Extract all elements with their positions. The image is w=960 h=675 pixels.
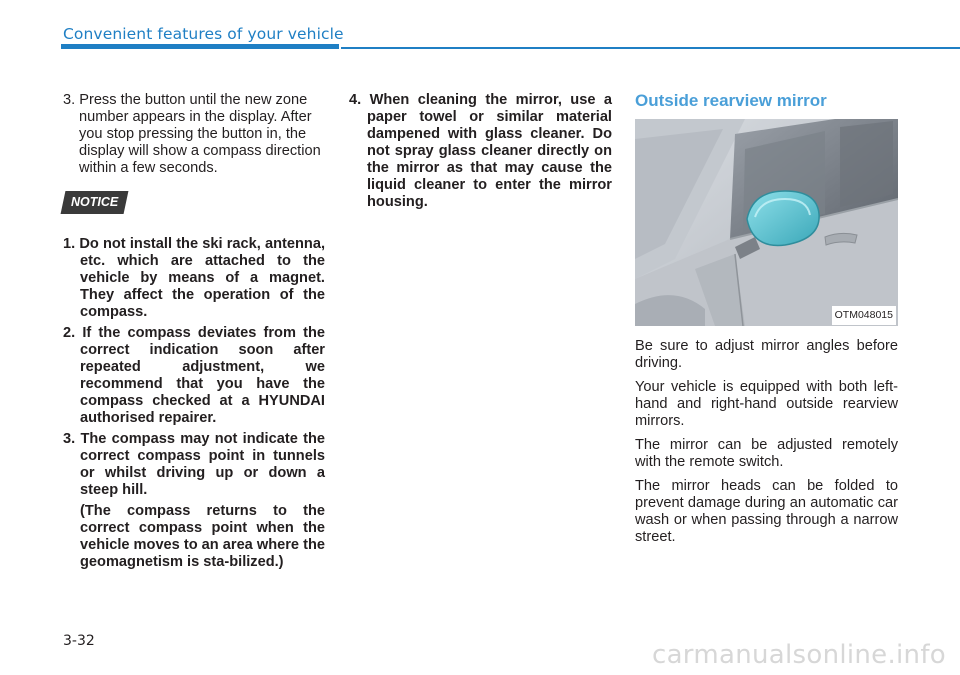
notice-item-3: 3. The compass may not indicate the correct compass point in tunnels or whilst driving up or down a steep hill.	[63, 431, 325, 498]
notice-sub-note: (The compass returns to the correct compass point when the vehicle moves to an area where the geomagnetism is sta-bilized.)	[80, 503, 325, 570]
header-title: Convenient features of your vehicle	[63, 25, 344, 43]
figure-label: OTM048015	[832, 306, 896, 325]
paragraph-4: The mirror heads can be folded to prevent damage during an automatic car wash or when passing through a narrow street.	[635, 478, 898, 545]
mirror-figure	[635, 119, 898, 326]
mirror-illustration	[635, 119, 898, 326]
right-column	[635, 92, 898, 546]
notice-item-4: 4. When cleaning the mirror, use a paper towel or similar material dampened with glass cleaner. Do not spray glass cleaner directly on the mirror as that may cause the liquid cleaner to enter the mirror housing.	[349, 92, 612, 210]
paragraph-1: Be sure to adjust mirror angles before driving.	[635, 338, 898, 371]
notice-item-2: 2. If the compass deviates from the correct indication soon after repeated adjustment, we recommend that you have the compass checked at a HYUNDAI authorised repairer.	[63, 325, 325, 426]
left-column	[63, 92, 325, 571]
step-3-text: 3. Press the button until the new zone number appears in the display. After you stop pressing the button in, the display will show a compass direction within a few seconds.	[63, 92, 321, 176]
paragraph-2: Your vehicle is equipped with both left-hand and right-hand outside rearview mirrors.	[635, 379, 898, 429]
notice-badge	[61, 191, 129, 214]
watermark: carmanualsonline.info	[651, 640, 946, 670]
middle-column	[349, 92, 612, 211]
page-number: 3-32	[63, 633, 95, 649]
notice-list	[63, 236, 325, 571]
header-rule-thick	[61, 44, 339, 49]
paragraph-3: The mirror can be adjusted remotely with the remote switch.	[635, 437, 898, 470]
notice-item-1: 1. Do not install the ski rack, antenna, etc. which are attached to the vehicle by means of a magnet. They affect the operation of the compass.	[63, 236, 325, 320]
section-title: Outside rearview mirror	[635, 91, 827, 110]
notice-label: NOTICE	[71, 195, 119, 209]
header-rule-thin	[341, 47, 960, 49]
